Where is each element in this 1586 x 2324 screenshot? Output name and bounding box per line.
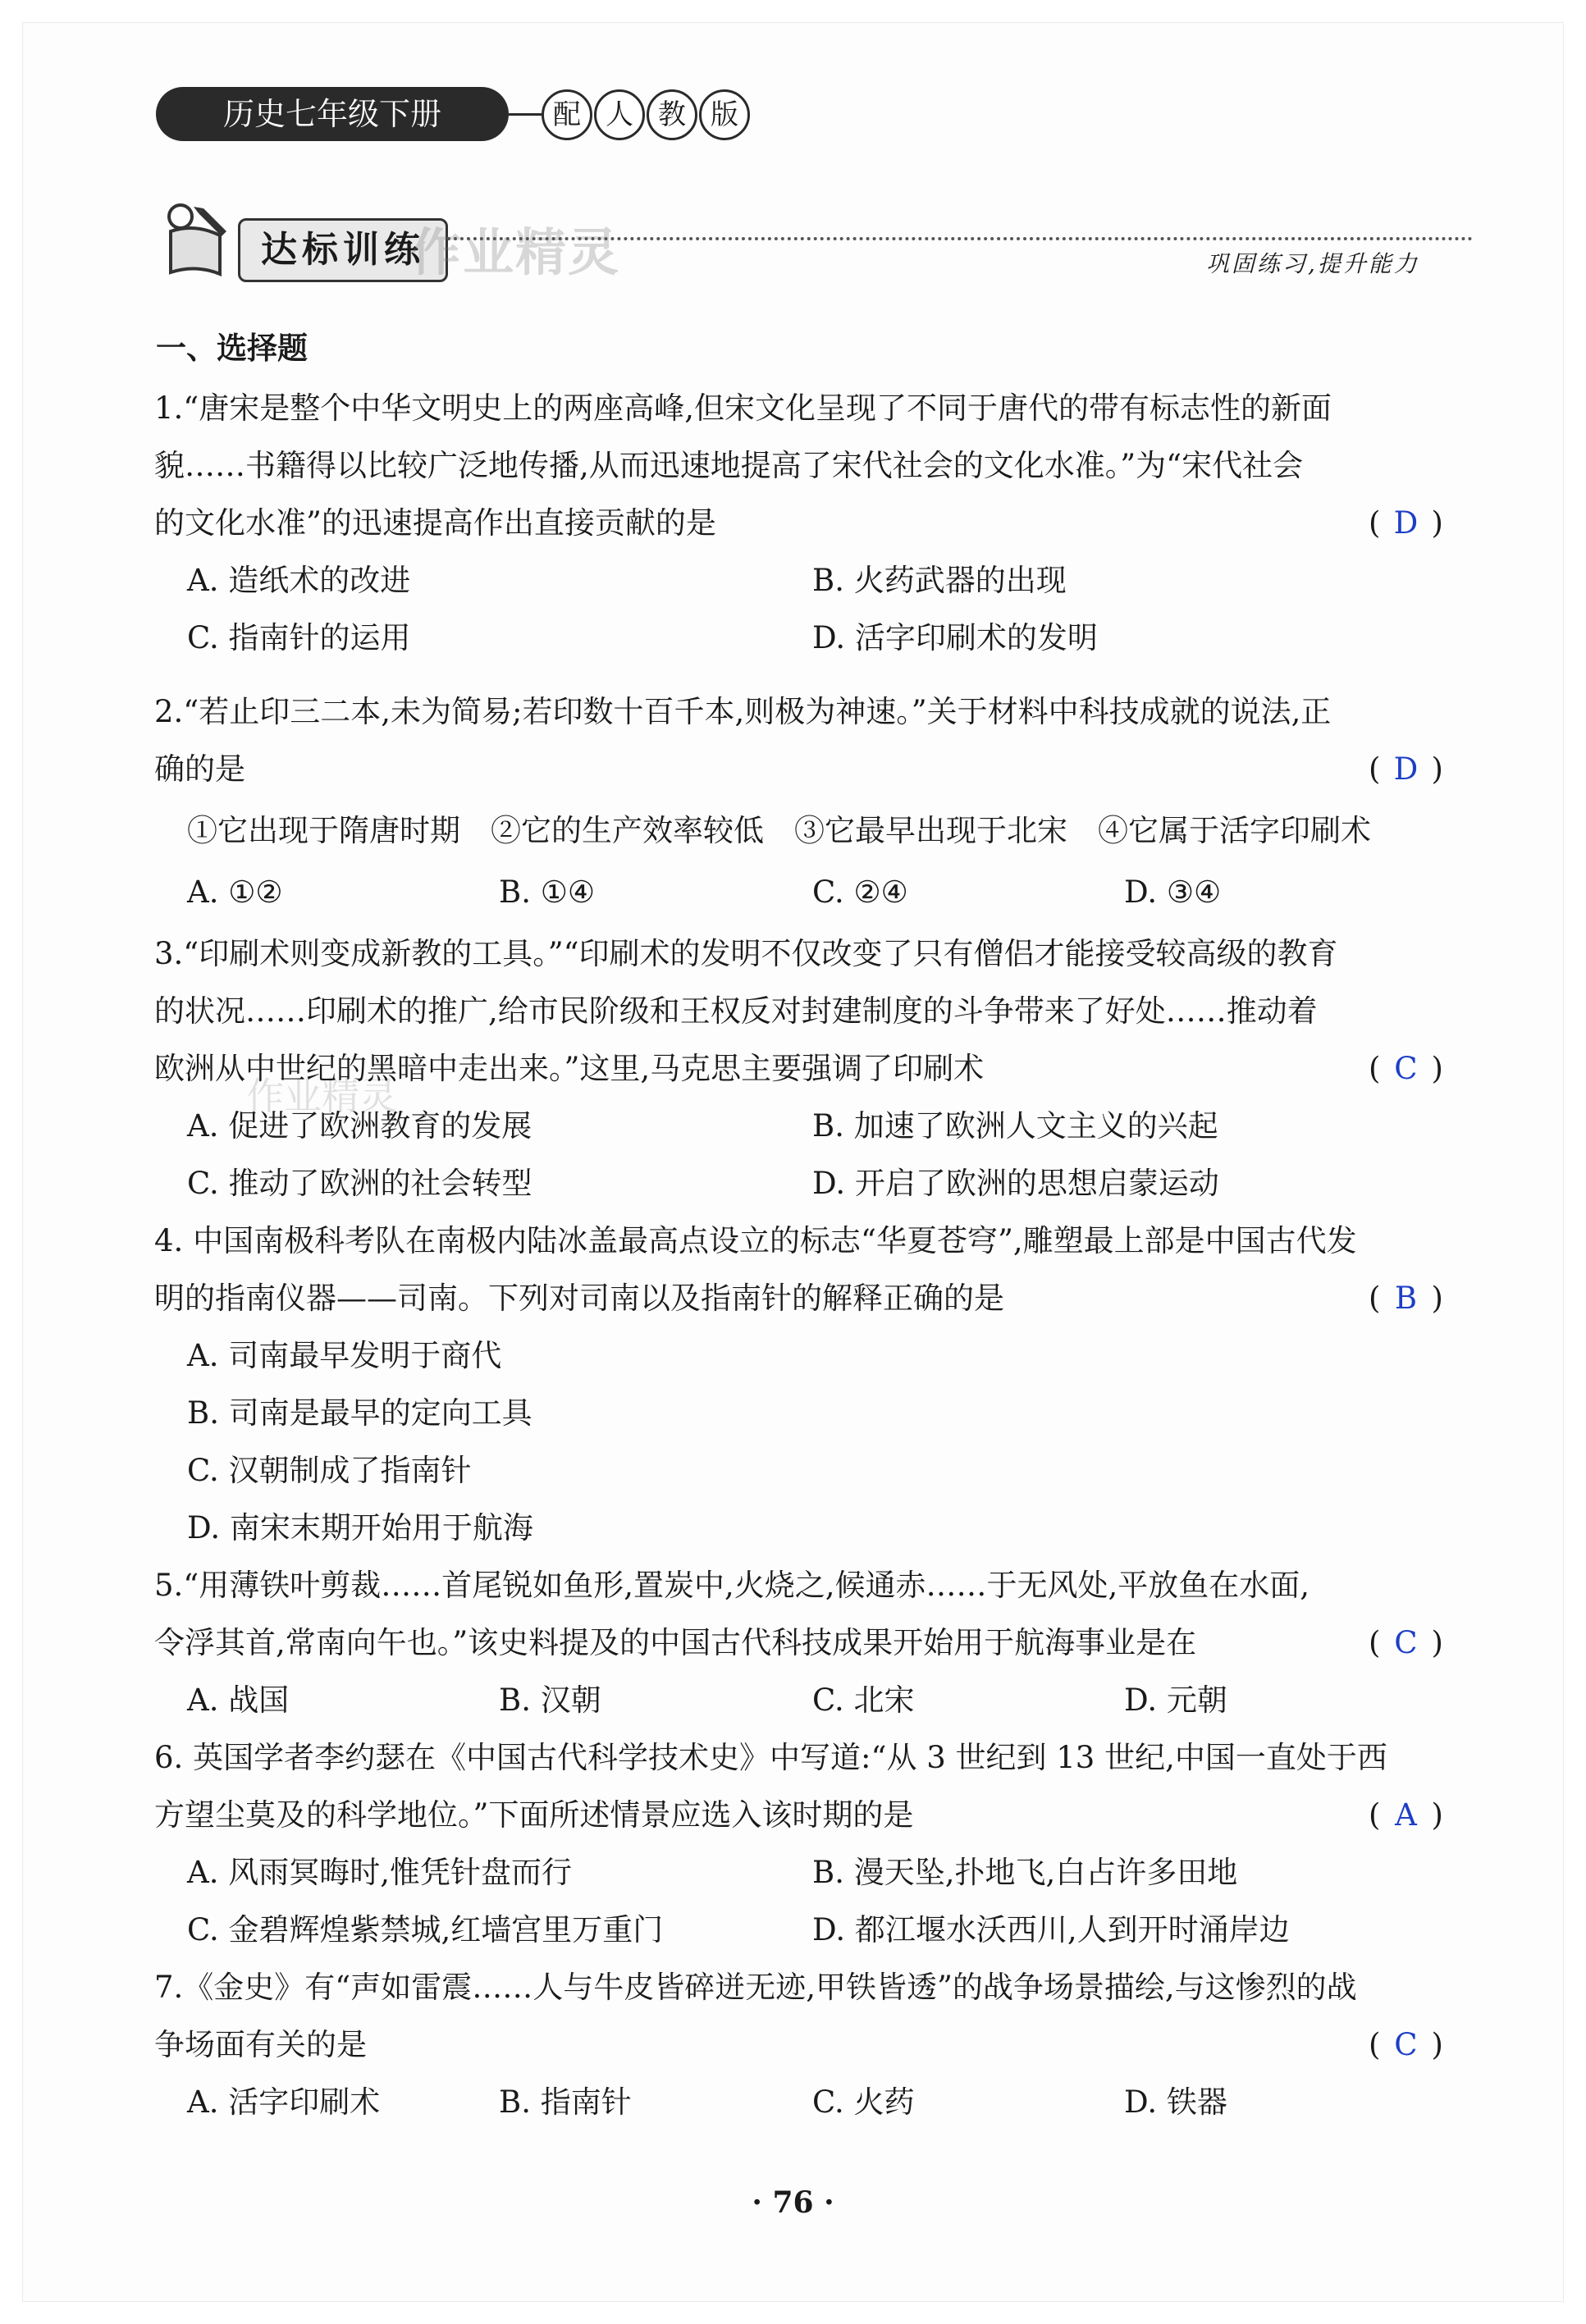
question-6-option-b: B. 漫天坠,扑地飞,白占许多田地 xyxy=(812,1855,1238,1890)
question-3-option-b: B. 加速了欧洲人文主义的兴起 xyxy=(812,1108,1218,1144)
question-5-line: 5.“用薄铁叶剪裁……首尾锐如鱼形,置炭中,火烧之,候通赤……于无风处,平放鱼在水面, xyxy=(154,1568,1310,1603)
question-3-line: 3.“印刷术则变成新教的工具。”“印刷术的发明不仅改变了只有僧侣才能接受较高级的教育 xyxy=(154,936,1338,971)
question-5-option-a: A. 战国 xyxy=(187,1683,290,1718)
question-5-option-b: B. 汉朝 xyxy=(499,1683,601,1718)
question-5-option-d: D. 元朝 xyxy=(1124,1683,1227,1718)
watermark-text: 作业精灵 xyxy=(410,222,621,282)
question-4-option-c: C. 汉朝制成了指南针 xyxy=(187,1453,472,1488)
question-3-answer: ( C ) xyxy=(1369,1040,1443,1098)
question-2-statements: ①它出现于隋唐时期 ②它的生产效率较低 ③它最早出现于北宋 ④它属于活字印刷术 xyxy=(187,813,1371,848)
question-6-option-a: A. 风雨冥晦时,惟凭针盘而行 xyxy=(187,1855,573,1890)
answer-letter: C xyxy=(1394,1625,1418,1660)
question-5-answer: ( C ) xyxy=(1369,1614,1443,1672)
question-6-line: 方望尘莫及的科学地位。”下面所述情景应选入该时期的是 xyxy=(154,1797,914,1833)
book-title-badge: 历史七年级下册 xyxy=(156,87,509,141)
question-4-answer: ( B ) xyxy=(1369,1270,1443,1327)
question-6-option-c: C. 金碧辉煌紫禁城,红墙宫里万重门 xyxy=(187,1912,664,1947)
question-2-option-d: D. ③④ xyxy=(1124,874,1222,910)
question-7-line: 7.《金史》有“声如雷震……人与牛皮皆碎迸无迹,甲铁皆透”的战争场景描绘,与这惨烈的战 xyxy=(154,1970,1357,2005)
question-2-line: 确的是 xyxy=(154,751,245,787)
question-7-option-c: C. 火药 xyxy=(812,2084,915,2120)
question-4-line: 4. 中国南极科考队在南极内陆冰盖最高点设立的标志“华夏苍穹”,雕塑最上部是中国古代发 xyxy=(154,1223,1357,1258)
question-4-option-d: D. 南宋末期开始用于航海 xyxy=(187,1510,533,1546)
question-6-answer: ( A ) xyxy=(1369,1787,1443,1844)
question-3-option-d: D. 开启了欧洲的思想启蒙运动 xyxy=(812,1166,1219,1201)
answer-letter: A xyxy=(1395,1797,1417,1833)
answer-letter: D xyxy=(1393,751,1419,787)
question-5-line: 令浮其首,常南向午也。”该史料提及的中国古代科技成果开始用于航海事业是在 xyxy=(154,1625,1197,1660)
question-7-line: 争场面有关的是 xyxy=(154,2027,367,2062)
question-2-option-a: A. ①② xyxy=(187,874,283,910)
question-1-option-b: B. 火药武器的出现 xyxy=(812,563,1067,598)
question-5-option-c: C. 北宋 xyxy=(812,1683,915,1718)
section-divider xyxy=(447,237,1473,240)
question-7-answer: ( C ) xyxy=(1369,2016,1443,2074)
answer-letter: C xyxy=(1394,1051,1418,1086)
question-1-line: 貌……书籍得以比较广泛地传播,从而迅速地提高了宋代社会的文化水准。”为“宋代社会 xyxy=(154,448,1304,483)
question-6-line: 6. 英国学者李约瑟在《中国古代科学技术史》中写道:“从 3 世纪到 13 世纪,中国一直处于西 xyxy=(154,1740,1387,1775)
answer-letter: D xyxy=(1393,505,1419,541)
part-title: 一、选择题 xyxy=(156,331,308,366)
question-2-option-c: C. ②④ xyxy=(812,874,908,910)
question-6-option-d: D. 都江堰水沃西川,人到开时涌岸边 xyxy=(812,1912,1290,1947)
edition-char: 教 xyxy=(647,89,697,140)
question-2-line: 2.“若止印三二本,未为简易;若印数十百千本,则极为神速。”关于材料中科技成就的说法,正 xyxy=(154,694,1332,729)
answer-letter: C xyxy=(1394,2027,1418,2062)
answer-letter: B xyxy=(1394,1281,1418,1316)
pencil-book-icon xyxy=(162,199,236,281)
question-3-line: 欧洲从中世纪的黑暗中走出来。”这里,马克思主要强调了印刷术 xyxy=(154,1051,985,1086)
watermark-text: 作业精灵 xyxy=(246,1074,397,1118)
question-4-line: 明的指南仪器——司南。下列对司南以及指南针的解释正确的是 xyxy=(154,1281,1004,1316)
question-1-line: 的文化水准”的迅速提高作出直接贡献的是 xyxy=(154,505,716,541)
question-1-option-d: D. 活字印刷术的发明 xyxy=(812,620,1098,655)
edition-label xyxy=(542,89,752,140)
edition-char: 版 xyxy=(699,89,750,140)
question-4-option-b: B. 司南是最早的定向工具 xyxy=(187,1395,532,1431)
edition-char: 配 xyxy=(542,89,592,140)
question-7-option-a: A. 活字印刷术 xyxy=(187,2084,381,2120)
question-1-option-c: C. 指南针的运用 xyxy=(187,620,411,655)
page-number: · 76 · xyxy=(752,2185,834,2220)
question-4-option-a: A. 司南最早发明于商代 xyxy=(187,1338,502,1373)
question-3-option-c: C. 推动了欧洲的社会转型 xyxy=(187,1166,532,1201)
question-1-line: 1.“唐宋是整个中华文明史上的两座高峰,但宋文化呈现了不同于唐代的带有标志性的新面 xyxy=(154,390,1332,426)
header-connector xyxy=(509,113,542,116)
question-2-option-b: B. ①④ xyxy=(499,874,596,910)
edition-char: 人 xyxy=(594,89,645,140)
question-1-option-a: A. 造纸术的改进 xyxy=(187,563,411,598)
section-subtitle: 巩固练习,提升能力 xyxy=(1206,250,1419,277)
question-7-option-b: B. 指南针 xyxy=(499,2084,632,2120)
question-3-line: 的状况……印刷术的推广,给市民阶级和王权反对封建制度的斗争带来了好处……推动着 xyxy=(154,993,1318,1029)
question-3-option-a: A. 促进了欧洲教育的发展 xyxy=(187,1108,532,1144)
question-1-answer: ( D ) xyxy=(1369,495,1443,552)
question-7-option-d: D. 铁器 xyxy=(1124,2084,1227,2120)
section-title: 达标训练 xyxy=(238,218,448,282)
question-2-answer: ( D ) xyxy=(1369,741,1443,798)
